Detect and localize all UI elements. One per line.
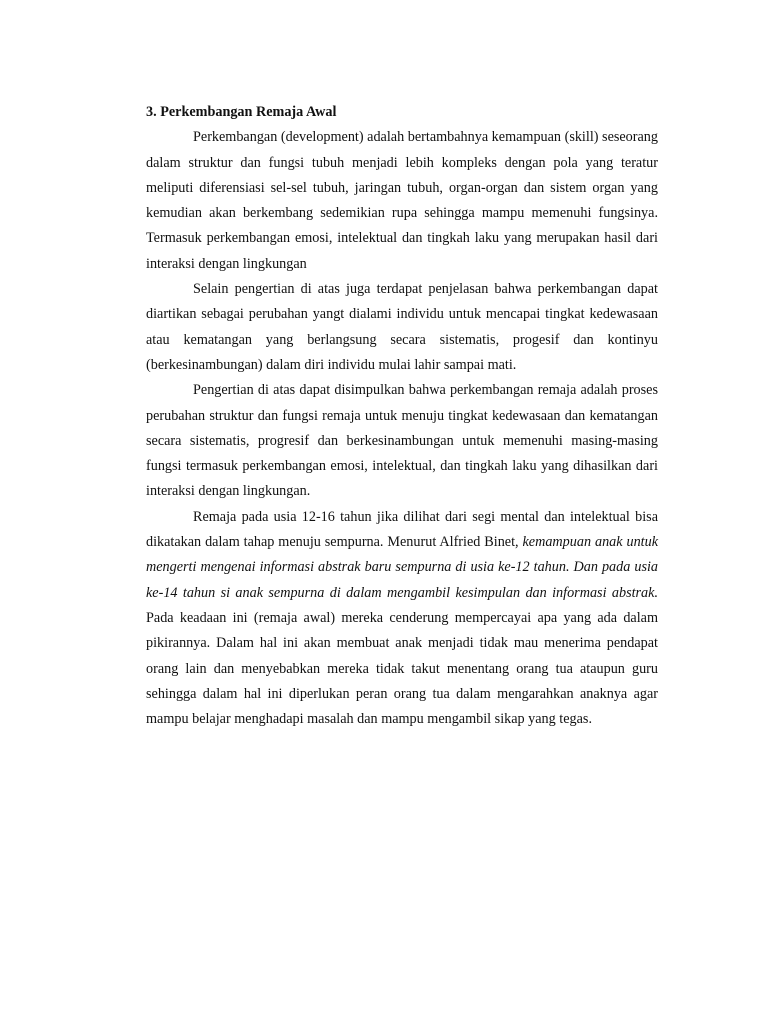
paragraph-development-explanation: Selain pengertian di atas juga terdapat penjelasan bahwa perkembangan dapat diartikan sebagai perubahan yangt dialami individu untuk mencapai tingkat kedewasaan atau kematangan yang berlangsung secara sistematis, progesif dan kontinyu (berkesinambungan) dalam diri individu mulai lahir sampai mati. <box>146 281 658 373</box>
document-page <box>146 100 658 732</box>
paragraph-adolescent-development-conclusion: Pengertian di atas dapat disimpulkan bahwa perkembangan remaja adalah proses perubahan struktur dan fungsi remaja untuk menuju tingkat kedewasaan dan kematangan secara sistematis, progresif dan berkesinambungan untuk memenuhi masing-masing fungsi termasuk perkembangan emosi, intelektual, dan tingkah laku yang dihasilkan dari interaksi dengan lingkungan. <box>146 382 658 500</box>
section-heading: 3. Perkembangan Remaja Awal <box>146 104 337 120</box>
paragraph-adolescent-age-12-16 <box>146 505 658 733</box>
binet-quote-italic: kemampuan anak untuk mengerti mengenai informasi abstrak baru sempurna di usia ke-12 tahun. Dan pada usia ke-14 tahun si anak sempurna di dalam mengambil kesimpulan dan informasi abstrak. <box>146 534 658 601</box>
paragraph-text-before-quote: Remaja pada usia 12-16 tahun jika dilihat dari segi mental dan intelektual bisa dikatakan dalam tahap menuju sempurna. Menurut Alfried Binet, <box>146 508 658 551</box>
paragraph-text-after-quote: Pada keadaan ini (remaja awal) mereka cenderung mempercayai apa yang ada dalam pikirannya. Dalam hal ini akan membuat anak menjadi tidak mau menerima pendapat orang lain dan menyebabkan mereka tidak takut menentang orang tua ataupun guru sehingga dalam hal ini diperlukan peran orang tua dalam mengarahkan anaknya agar mampu belajar menghadapi masalah dan mampu mengambil sikap yang tegas. <box>146 609 658 728</box>
paragraph-development-definition: Perkembangan (development) adalah bertambahnya kemampuan (skill) seseorang dalam struktur dan fungsi tubuh menjadi lebih kompleks dengan pola yang teratur meliputi diferensiasi sel-sel tubuh, jaringan tubuh, organ-organ dan sistem organ yang kemudian akan berkembang sedemikian rupa sehingga mampu memenuhi fungsinya. Termasuk perkembangan emosi, intelektual dan tingkah laku yang merupakan hasil dari interaksi dengan lingkungan <box>146 129 658 272</box>
